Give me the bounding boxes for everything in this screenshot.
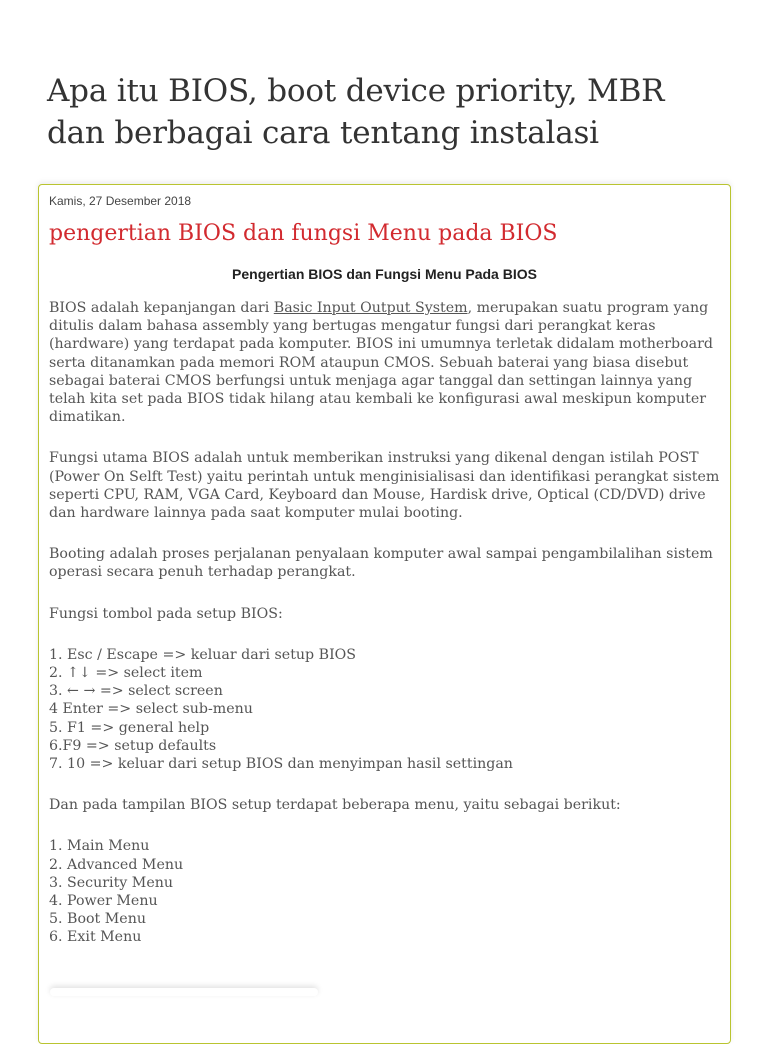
paragraph-bios-definition (49, 299, 720, 426)
basic-input-output-system-link[interactable]: Basic Input Output System (273, 300, 468, 316)
list-item: 7. 10 => keluar dari setup BIOS dan menyimpan hasil settingan (49, 756, 513, 773)
paragraph-key-functions-heading: Fungsi tombol pada setup BIOS: (49, 605, 283, 622)
list-item: 2. ↑↓ => select item (49, 665, 203, 682)
paragraph-bios-function: Fungsi utama BIOS adalah untuk memberikan instruksi yang dikenal dengan istilah POST (Power On Selft Test) yaitu perintah untuk menginisialisasi dan identifikasi perangkat sistem seperti CPU, RAM, VGA Card, Keyboard dan Mouse, Hardisk drive, Optical (CD/DVD) drive dan hardware lainnya pada saat komputer mulai booting. (49, 450, 720, 522)
next-card-edge (50, 988, 318, 996)
post-title[interactable]: pengertian BIOS dan fungsi Menu pada BIOS (49, 221, 558, 246)
post-card (38, 184, 731, 1044)
list-item: 6.F9 => setup defaults (49, 737, 217, 754)
paragraph-menu-heading: Dan pada tampilan BIOS setup terdapat beberapa menu, yaitu sebagai berikut: (49, 797, 621, 814)
list-item: 1. Esc / Escape => keluar dari setup BIOS (49, 646, 357, 663)
list-item: 3. ← → => select screen (49, 683, 223, 700)
paragraph-text: BIOS adalah kepanjangan dari (49, 300, 274, 316)
post-body (49, 299, 720, 947)
post-subheading: Pengertian BIOS dan Fungsi Menu Pada BIOS (232, 266, 537, 282)
list-item: 2. Advanced Menu (49, 856, 184, 873)
list-item: 5. F1 => general help (49, 719, 210, 736)
blog-title[interactable]: Apa itu BIOS, boot device priority, MBR dan berbagai cara tentang instalasi (47, 73, 665, 151)
list-item: 1. Main Menu (49, 838, 150, 855)
paragraph-text: , merupakan suatu program yang ditulis dalam bahasa assembly yang bertugas mengatur fungsi dari perangkat keras (hardware) yang terdapat pada komputer. BIOS ini umumnya terletak didalam motherboard serta ditanamkan pada memori ROM ataupun CMOS. Sebuah baterai yang biasa disebut sebagai baterai CMOS berfungsi untuk menjaga agar tanggal dan settingan lainnya yang telah kita set pada BIOS tidak hilang atau kembali ke konfigurasi awal meskipun komputer dimatikan. (49, 300, 714, 426)
bios-menu-list (49, 837, 720, 946)
post-date: Kamis, 27 Desember 2018 (49, 194, 192, 208)
list-item: 4 Enter => select sub-menu (49, 701, 253, 718)
list-item: 5. Boot Menu (49, 911, 146, 928)
paragraph-booting: Booting adalah proses perjalanan penyalaan komputer awal sampai pengambilalihan sistem operasi secara penuh terhadap perangkat. (49, 546, 713, 581)
list-item: 6. Exit Menu (49, 929, 142, 946)
key-function-list (49, 646, 720, 773)
list-item: 4. Power Menu (49, 893, 158, 910)
list-item: 3. Security Menu (49, 874, 173, 891)
